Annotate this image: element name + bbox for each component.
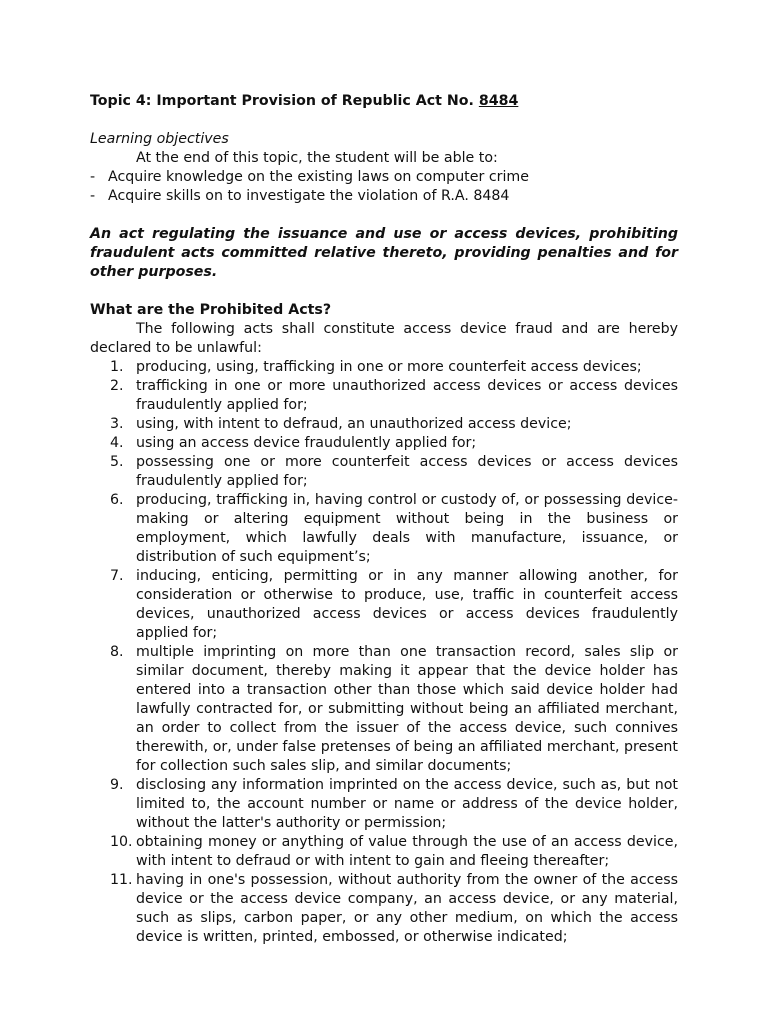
item-text: inducing, enticing, permitting or in any manner allowing another, for consideration or otherwise to produce, use, traffic in counterfeit access devices, unauthorized access devices or access devices fraudulently applied for; <box>136 568 678 641</box>
item-number: 2. <box>110 378 124 394</box>
page-title <box>90 92 678 111</box>
objectives-list <box>90 168 678 206</box>
list-item <box>90 871 678 947</box>
item-text: possessing one or more counterfeit access devices or access devices fraudulently applied for; <box>136 454 678 489</box>
item-number: 9. <box>110 777 124 793</box>
spacer <box>90 206 678 225</box>
objective-item <box>90 187 678 206</box>
item-number: 10. <box>110 834 133 850</box>
item-text: trafficking in one or more unauthorized access devices or access devices fraudulently applied for; <box>136 378 678 413</box>
item-text: multiple imprinting on more than one transaction record, sales slip or similar document, thereby making it appear that the device holder has entered into a transaction other than those which said device holder had lawfully contracted for, or submitting without being an affiliated merchant, an order to collect from the issuer of the access device, such connives therewith, or, under false pretenses of being an affiliated merchant, present for collection such sales slip, and similar documents; <box>136 644 678 774</box>
prohibited-acts-list <box>90 358 678 947</box>
title-prefix: Topic 4: Important Provision of Republic Act No. <box>90 93 479 109</box>
item-text: producing, using, trafficking in one or more counterfeit access devices; <box>136 359 642 375</box>
list-item <box>90 434 678 453</box>
objectives-heading: Learning objectives <box>90 131 229 147</box>
list-item <box>90 415 678 434</box>
item-text: obtaining money or anything of value through the use of an access device, with intent to defraud or with intent to gain and fleeing thereafter; <box>136 834 678 869</box>
item-text: producing, trafficking in, having control or custody of, or possessing device-making or altering equipment without being in the business or employment, which lawfully deals with manufacture, issuance, or distribution of such equipment’s; <box>136 492 678 565</box>
objective-text: Acquire knowledge on the existing laws on computer crime <box>108 169 529 185</box>
list-item <box>90 377 678 415</box>
title-act-number: 8484 <box>478 93 519 109</box>
list-item <box>90 491 678 567</box>
list-item <box>90 567 678 643</box>
item-number: 11. <box>110 872 133 888</box>
item-number: 3. <box>110 416 124 432</box>
item-text: using, with intent to defraud, an unauthorized access device; <box>136 416 572 432</box>
item-number: 6. <box>110 492 124 508</box>
list-item <box>90 358 678 377</box>
list-item <box>90 453 678 491</box>
list-item <box>90 776 678 833</box>
document-body <box>90 92 678 947</box>
list-item <box>90 643 678 776</box>
item-number: 1. <box>110 359 124 375</box>
item-text: disclosing any information imprinted on the access device, such as, but not limited to, the account number or name or address of the device holder, without the latter's authority or permission; <box>136 777 678 831</box>
prohibited-intro: The following acts shall constitute access device fraud and are hereby declared to be unlawful: <box>90 321 678 356</box>
spacer <box>90 282 678 301</box>
item-text: using an access device fraudulently applied for; <box>136 435 477 451</box>
act-description: An act regulating the issuance and use or access devices, prohibiting fraudulent acts committed relative thereto, providing penalties and for other purposes. <box>90 226 678 280</box>
prohibited-heading: What are the Prohibited Acts? <box>90 302 332 318</box>
objective-text: Acquire skills on to investigate the violation of R.A. 8484 <box>108 188 510 204</box>
list-item <box>90 833 678 871</box>
dash-bullet: - <box>90 169 96 185</box>
objective-item <box>90 168 678 187</box>
item-number: 5. <box>110 454 124 470</box>
item-number: 7. <box>110 568 124 584</box>
item-number: 8. <box>110 644 124 660</box>
item-text: having in one's possession, without authority from the owner of the access device or the access device company, an access device, or any material, such as slips, carbon paper, or any other medium, on which the access device is written, printed, embossed, or otherwise indicated; <box>136 872 678 945</box>
item-number: 4. <box>110 435 124 451</box>
objectives-intro: At the end of this topic, the student will be able to: <box>136 150 498 166</box>
dash-bullet: - <box>90 188 96 204</box>
